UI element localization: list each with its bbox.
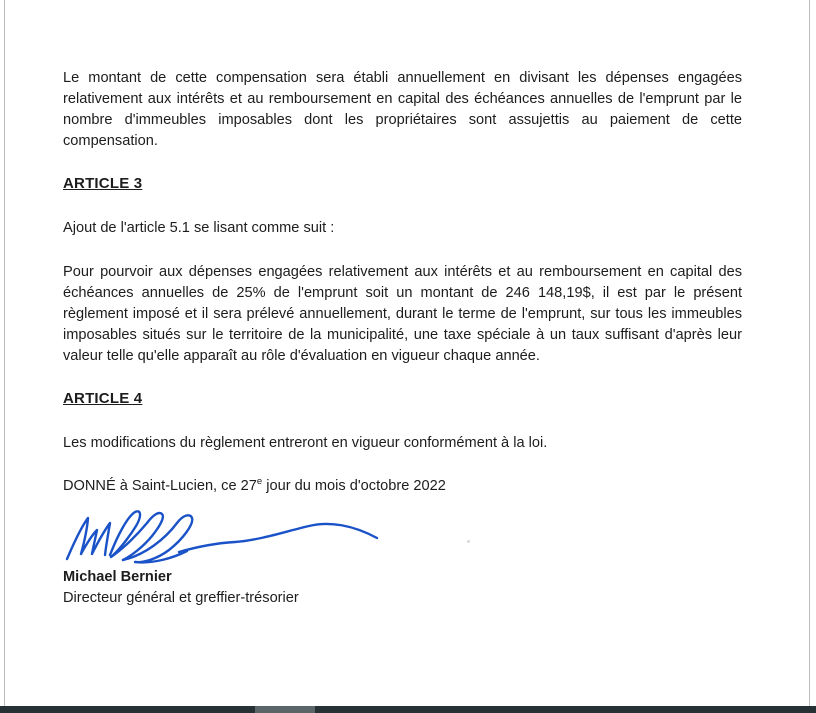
article-3-heading: ARTICLE 3 bbox=[63, 175, 143, 192]
handwritten-signature-image bbox=[55, 509, 385, 565]
signature-block bbox=[63, 509, 742, 609]
horizontal-scrollbar-thumb[interactable] bbox=[255, 706, 315, 713]
donne-suffix: jour du mois d'octobre 2022 bbox=[262, 478, 446, 494]
paragraph-compensation: Le montant de cette compensation sera établi annuellement en divisant les dépenses engagées relativement aux intérêts et au remboursement en capital des échéances annuelles de l'emprunt par le nombre d'immeubles imposables dont les propriétaires sont assujettis au paiement de cette compensation. bbox=[63, 70, 742, 149]
signer-name: Michael Bernier bbox=[63, 569, 172, 585]
signer-title: Directeur général et greffier-trésorier bbox=[63, 590, 299, 606]
page-left-edge bbox=[4, 0, 5, 706]
scan-artifact-speck bbox=[467, 540, 470, 543]
donne-statement bbox=[63, 476, 742, 497]
donne-prefix: DONNÉ à Saint-Lucien, ce 27 bbox=[63, 478, 257, 494]
article-3-intro: Ajout de l'article 5.1 se lisant comme suit : bbox=[63, 220, 335, 236]
article-3-body: Pour pourvoir aux dépenses engagées relativement aux intérêts et au remboursement en capital des échéances annuelles de 25% de l'emprunt soit un montant de 246 148,19$, il est par le présent règlement imposé et il sera prélevé annuellement, durant le terme de l'emprunt, sur tous les immeubles imposables situés sur le territoire de la municipalité, une taxe spéciale à un taux suffisant d'après leur valeur telle qu'elle apparaît au rôle d'évaluation en vigueur chaque année. bbox=[63, 264, 742, 364]
signature-ink-strokes bbox=[67, 511, 377, 562]
document-page bbox=[63, 68, 742, 609]
page-right-edge bbox=[809, 0, 810, 706]
donne-ordinal-superscript: e bbox=[256, 476, 263, 488]
horizontal-scrollbar-track[interactable] bbox=[0, 706, 816, 713]
article-4-heading: ARTICLE 4 bbox=[63, 390, 143, 407]
article-4-body: Les modifications du règlement entreront en vigueur conformément à la loi. bbox=[63, 435, 548, 451]
